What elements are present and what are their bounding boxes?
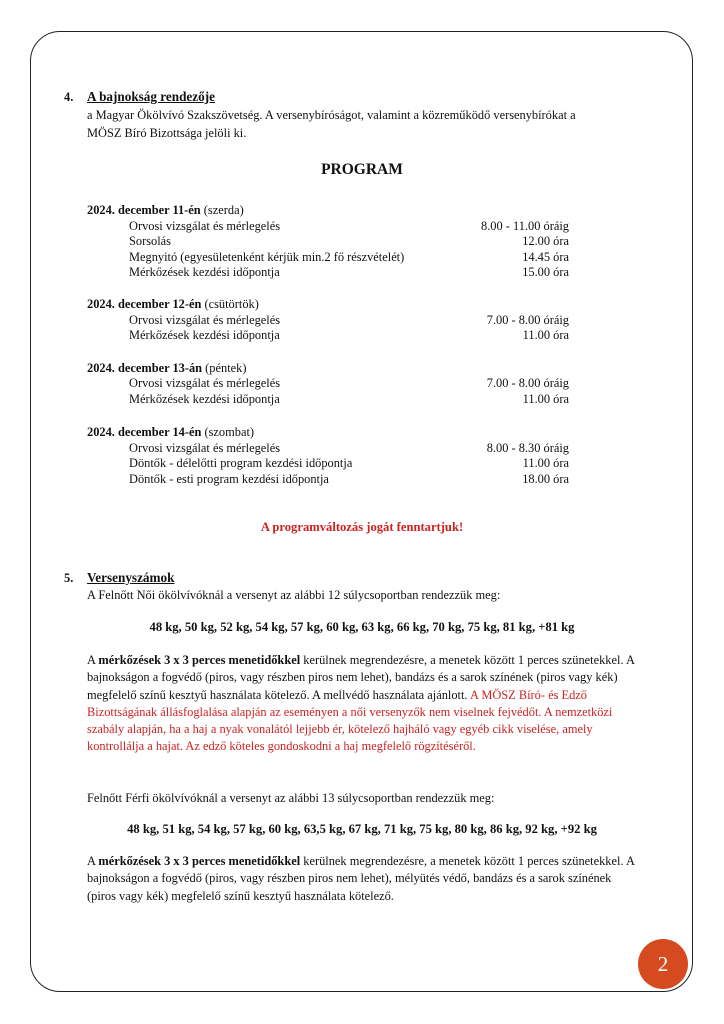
men-rules-text: kerülnek megrendezésre, a menetek között 1 perces szünetekkel. A bajnokságon a fogvédő (piros, vagy részben piros nem lehet), mélyütés védő, bandázs és a sarok színének (piros vagy kék) megfelelő színű kesztyű használata kötelező. bbox=[87, 854, 635, 903]
program-day-header bbox=[87, 296, 259, 313]
section-4-title: A bajnokság rendezője bbox=[87, 89, 215, 104]
program-row bbox=[129, 313, 569, 329]
program-row bbox=[129, 456, 569, 472]
program-time: 11.00 óra bbox=[522, 392, 569, 406]
program-day-weekday: (péntek) bbox=[205, 361, 247, 375]
men-weight-classes: 48 kg, 51 kg, 54 kg, 57 kg, 60 kg, 63,5 kg, 67 kg, 71 kg, 75 kg, 80 kg, 86 kg, 92 kg, +92 kg bbox=[127, 822, 597, 836]
program-row bbox=[129, 219, 569, 235]
women-rules-a: A bbox=[87, 653, 99, 667]
program-time: 7.00 - 8.00 óráig bbox=[486, 376, 569, 390]
women-rules-bold: mérkőzések 3 x 3 perces menetidőkkel bbox=[98, 653, 301, 667]
program-time: 8.00 - 11.00 óráig bbox=[481, 219, 569, 233]
section-4-text-line1: a Magyar Ökölvívó Szakszövetség. A versenybíróságot, valamint a közreműködő versenybírókat a bbox=[87, 108, 576, 122]
program-day-date: 2024. december 11-én bbox=[87, 203, 201, 217]
program-day-weekday: (szerda) bbox=[203, 203, 244, 217]
section-5-number: 5. bbox=[64, 571, 74, 585]
program-activity: Orvosi vizsgálat és mérlegelés bbox=[129, 441, 281, 455]
program-activity: Orvosi vizsgálat és mérlegelés bbox=[129, 313, 281, 327]
men-rules-a: A bbox=[87, 854, 99, 868]
program-row bbox=[129, 441, 569, 457]
section-4-text-line2: MÖSZ Bíró Bizottsága jelöli ki. bbox=[87, 126, 247, 140]
program-day-weekday: (szombat) bbox=[204, 425, 255, 439]
program-activity: Sorsolás bbox=[129, 234, 171, 248]
program-day-header bbox=[87, 360, 246, 377]
program-day-header bbox=[87, 424, 254, 441]
section-4-number: 4. bbox=[64, 90, 74, 104]
program-time: 8.00 - 8.30 óráig bbox=[486, 441, 569, 455]
women-intro: A Felnőtt Női ökölvívóknál a versenyt az alábbi 12 súlycsoportban rendezzük meg: bbox=[87, 588, 501, 602]
women-rules-paragraph bbox=[87, 652, 635, 756]
program-time: 15.00 óra bbox=[522, 265, 569, 279]
program-row bbox=[129, 472, 569, 488]
program-day-date: 2024. december 13-án bbox=[87, 361, 203, 375]
program-activity: Orvosi vizsgálat és mérlegelés bbox=[129, 219, 281, 233]
program-row bbox=[129, 265, 569, 281]
program-activity: Mérkőzések kezdési időpontja bbox=[129, 392, 280, 406]
program-time: 11.00 óra bbox=[522, 456, 569, 470]
program-activity: Mérkőzések kezdési időpontja bbox=[129, 265, 280, 279]
program-day-date: 2024. december 12-én bbox=[87, 297, 202, 311]
section-5-title: Versenyszámok bbox=[87, 570, 175, 585]
men-intro: Felnőtt Férfi ökölvívóknál a versenyt az alábbi 13 súlycsoportban rendezzük meg: bbox=[87, 791, 495, 805]
women-rules-red-text: A MÖSZ Bíró- és Edző Bizottságának állásfoglalása alapján az eseményen a női versenyzők nem viselnek fejvédőt. A nemzetközi szabály alapján, ha a haj a nyak vonalától lejjebb ér, kötelező hajháló vagy egyéb cikk viselése, amely kontrollálja a hajat. Az edző köteles gondoskodni a haj megfelelő rögzítéséről. bbox=[87, 687, 613, 754]
program-time: 18.00 óra bbox=[522, 472, 569, 486]
program-time: 7.00 - 8.00 óráig bbox=[486, 313, 569, 327]
program-row bbox=[129, 392, 569, 408]
program-change-notice: A programváltozás jogát fenntartjuk! bbox=[260, 520, 464, 534]
program-row bbox=[129, 376, 569, 392]
men-rules-bold: mérkőzések 3 x 3 perces menetidőkkel bbox=[98, 854, 301, 868]
program-day-date: 2024. december 14-én bbox=[87, 425, 202, 439]
program-activity: Mérkőzések kezdési időpontja bbox=[129, 328, 280, 342]
page-number-badge: 2 bbox=[638, 939, 688, 989]
program-day-weekday: (csütörtök) bbox=[204, 297, 259, 311]
program-day-header bbox=[87, 202, 244, 219]
women-weight-classes: 48 kg, 50 kg, 52 kg, 54 kg, 57 kg, 60 kg, 63 kg, 66 kg, 70 kg, 75 kg, 81 kg, +81 kg bbox=[149, 620, 575, 634]
women-rules-text: kerülnek megrendezésre, a menetek között 1 perces szünetekkel. A bajnokságon a fogvédő (piros, vagy részben piros nem lehet), bandázs és a sarok színének (piros vagy kék) megfelelő színű kesztyű használata kötelező. A mellvédő használata ajánlott. bbox=[87, 653, 635, 702]
program-activity: Megnyitó (egyesületenként kérjük min.2 fő részvételét) bbox=[129, 250, 405, 264]
program-row bbox=[129, 234, 569, 250]
program-activity: Orvosi vizsgálat és mérlegelés bbox=[129, 376, 281, 390]
program-row bbox=[129, 328, 569, 344]
program-title: PROGRAM bbox=[321, 161, 403, 178]
program-activity: Döntők - esti program kezdési időpontja bbox=[129, 472, 329, 486]
program-row bbox=[129, 250, 569, 266]
men-rules-paragraph bbox=[87, 853, 635, 905]
program-activity: Döntők - délelőtti program kezdési időpontja bbox=[129, 456, 353, 470]
program-time: 12.00 óra bbox=[522, 234, 569, 248]
program-time: 14.45 óra bbox=[522, 250, 569, 264]
program-time: 11.00 óra bbox=[522, 328, 569, 342]
